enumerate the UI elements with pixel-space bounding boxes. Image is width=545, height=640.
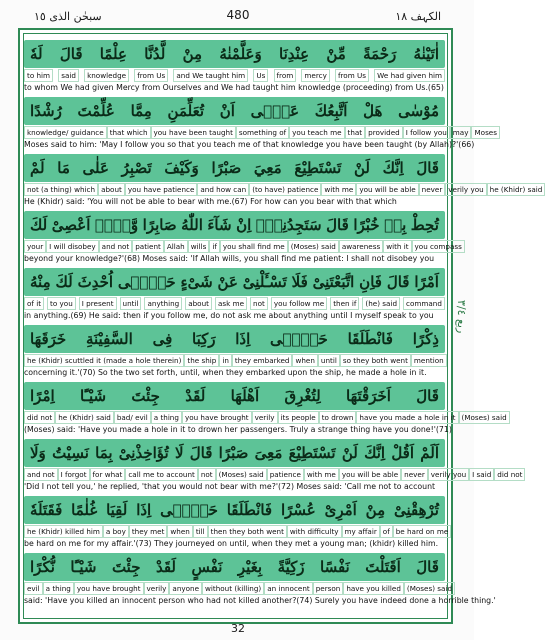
word-meaning: an innocent	[264, 582, 313, 595]
arabic-word: لَهٗ	[30, 45, 43, 63]
word-meaning: until	[120, 297, 142, 310]
word-meaning: you have patience	[125, 183, 198, 196]
word-meaning: (Moses) said	[459, 411, 510, 424]
arabic-word: لَنْ	[341, 444, 358, 462]
word-meaning: my affair	[342, 525, 380, 538]
arabic-word: تُرْهِقْنِیْ	[393, 501, 439, 519]
word-meaning: I said	[469, 468, 494, 481]
word-meaning: you compass	[412, 240, 465, 253]
arabic-word: بِغَیْرِ	[237, 558, 263, 576]
arabic-word: اِذَا	[235, 330, 251, 348]
arabic-word: مَعِیَ	[254, 444, 283, 462]
translation-line: concerning it.'(70) So the two set forth, until, when they embarked upon the ship, he made a hole in it.	[24, 368, 427, 377]
arabic-word: عِنْدِنَا	[279, 45, 310, 63]
word-meaning: may	[450, 126, 472, 139]
arabic-line	[24, 553, 445, 581]
arabic-word: صَبْرًا	[218, 444, 249, 462]
arabic-word: فَلَا	[291, 273, 308, 291]
arabic-word: لَقَدْ	[155, 558, 176, 576]
word-meaning: about	[98, 183, 125, 196]
word-meaning: to him	[24, 69, 53, 82]
juz-label: سبحٰن الذی ١٥	[34, 10, 102, 23]
word-meaning: mention	[411, 354, 447, 367]
word-meaning: until	[318, 354, 340, 367]
arabic-word: تُحِطْ	[410, 216, 439, 234]
arabic-word: اَهْلَهَا	[230, 387, 260, 405]
page-number-bottom: 32	[231, 622, 245, 635]
word-meaning: the ship	[184, 354, 219, 367]
word-meaning: your	[24, 240, 46, 253]
word-meaning: from	[274, 69, 297, 82]
arabic-line	[24, 325, 445, 353]
word-meaning: he (Khidr) said	[487, 183, 545, 196]
word-meaning: be hard on me	[393, 525, 452, 538]
arabic-word: اِذَا	[136, 501, 152, 519]
arabic-word: حَتّٰۤى	[160, 501, 218, 519]
arabic-word: قَالَ	[326, 216, 349, 234]
arabic-word: فِی	[152, 330, 173, 348]
arabic-word: رُشْدًا	[30, 102, 62, 120]
word-meaning: I forgot	[58, 468, 90, 481]
arabic-word: بِمَا	[95, 444, 113, 462]
word-meaning: person	[313, 582, 344, 595]
word-meaning: of	[380, 525, 393, 538]
word-meaning: that	[345, 126, 366, 139]
translation-line: said: 'Have you killed an innocent person who had not killed another?(74) Surely you have indeed done a horrible thing.'	[24, 596, 496, 605]
word-meaning: and how can	[197, 183, 249, 196]
word-meaning: its people	[278, 411, 319, 424]
word-meaning: you have been taught	[151, 126, 236, 139]
arabic-word: فَقَتَلَهٗ	[30, 501, 63, 519]
arabic-word: هَلْ	[363, 102, 383, 120]
arabic-word: اَخَرَقْتَهَا	[346, 387, 391, 405]
arabic-word: لِتُغْرِقَ	[284, 387, 321, 405]
arabic-word: وَلَا	[30, 444, 46, 462]
arabic-word: نَفْسٍ	[191, 558, 223, 576]
translation-line: to whom We had given Mercy from Ourselves and We had taught him knowledge (proceeding) from Us.(65)	[24, 83, 444, 92]
arabic-word: خَرَقَهَا	[30, 330, 67, 348]
arabic-word: زَكِیَّةً	[277, 558, 305, 576]
arabic-word: فَانْطَلَقَا	[347, 330, 393, 348]
word-meaning: then they both went	[208, 525, 287, 538]
arabic-word: تَسْتَطِیْعَ	[288, 444, 336, 462]
arabic-word: شَیْـًٔا	[70, 558, 97, 576]
word-meaning: then if	[330, 297, 359, 310]
word-meaning: patient	[132, 240, 164, 253]
arabic-word: ذِكْرًا	[412, 330, 439, 348]
arabic-word: اِنَّكَ	[382, 159, 404, 177]
arabic-word: اَقَتَلْتَ	[365, 558, 401, 576]
arabic-word: وَعَلَّمْنٰهُ	[219, 45, 262, 63]
word-meaning: you shall find me	[220, 240, 288, 253]
word-meaning: knowledge	[84, 69, 129, 82]
arabic-word: شَیْـًٔا	[79, 387, 107, 405]
word-by-word-line	[24, 582, 453, 595]
arabic-word: اَلَمْ	[420, 444, 439, 462]
word-meaning: bad/ evil	[114, 411, 151, 424]
arabic-word: اللّٰهُ	[181, 216, 203, 234]
arabic-word: تَسْـَٔلْنِیْ	[242, 273, 287, 291]
word-meaning: he (Khidr) killed him	[24, 525, 103, 538]
word-meaning: if	[209, 240, 220, 253]
arabic-line	[24, 40, 445, 68]
arabic-word: اٰتَیْنٰهُ	[413, 45, 439, 63]
arabic-word: شَیْءٍ	[180, 273, 213, 291]
arabic-word: اَمْرًا	[414, 273, 439, 291]
word-meaning: to you	[47, 297, 76, 310]
arabic-word: مَا	[57, 159, 70, 177]
word-meaning: (he) said	[362, 297, 400, 310]
word-meaning: anyone	[169, 582, 202, 595]
word-meaning: call me to account	[125, 468, 197, 481]
word-meaning: you have brought	[74, 582, 144, 595]
word-meaning: (Moses) said	[216, 468, 267, 481]
arabic-word: مِنْ	[365, 501, 386, 519]
word-meaning: knowledge/ guidance	[24, 126, 107, 139]
word-meaning: you have brought	[182, 411, 252, 424]
arabic-word: لَكَ	[30, 216, 48, 234]
translation-line: He (Khidr) said: 'You will not be able to bear with me.(67) For how can you bear with that which	[24, 197, 397, 206]
arabic-word: اِمْرًا	[30, 387, 55, 405]
arabic-word: اُحْدِثَ	[77, 273, 114, 291]
arabic-line	[24, 268, 445, 296]
arabic-word: حَتّٰۤى	[117, 273, 176, 291]
word-meaning: have you killed	[343, 582, 404, 595]
arabic-word: مِّنْ	[326, 45, 346, 63]
arabic-word: لَنْ	[353, 159, 370, 177]
arabic-word: تُعَلِّمَنِ	[167, 102, 204, 120]
word-meaning: verily you	[445, 183, 486, 196]
arabic-word: عُسْرًا	[280, 501, 316, 519]
word-meaning: did not	[494, 468, 525, 481]
word-meaning: a thing	[151, 411, 182, 424]
arabic-word: اَتَّبِعُكَ	[314, 102, 348, 120]
arabic-word: مَعِيَ	[253, 159, 282, 177]
word-meaning: Allah	[164, 240, 188, 253]
word-meaning: anything	[144, 297, 182, 310]
word-meaning: verily	[144, 582, 170, 595]
arabic-word: صَبْرًا	[211, 159, 242, 177]
word-meaning: you will be able	[356, 183, 418, 196]
arabic-word: وَكَيْفَ	[164, 159, 199, 177]
word-meaning: to drown	[319, 411, 357, 424]
word-meaning: and not	[99, 240, 133, 253]
word-meaning: without (killing)	[202, 582, 264, 595]
word-by-word-line	[24, 525, 449, 538]
word-meaning: with it	[383, 240, 411, 253]
arabic-word: عِلْمًا	[99, 45, 127, 63]
arabic-word: صَابِرًا	[142, 216, 177, 234]
word-meaning: in	[219, 354, 232, 367]
word-meaning: Moses	[471, 126, 500, 139]
word-meaning: We had given him	[374, 69, 445, 82]
word-meaning: patience	[267, 468, 304, 481]
arabic-word: سَتَجِدُنِیْۤ	[255, 216, 322, 234]
word-meaning: I will disobey	[46, 240, 99, 253]
word-meaning: (Moses) said	[404, 582, 455, 595]
arabic-word: قَالَ	[386, 273, 410, 291]
word-by-word-line	[24, 411, 507, 424]
word-by-word-line	[24, 468, 523, 481]
word-meaning: a boy	[103, 525, 129, 538]
arabic-word: لَقَدْ	[185, 387, 206, 405]
word-meaning: not	[250, 297, 268, 310]
word-meaning: evil	[24, 582, 43, 595]
arabic-word: غُلٰمًا	[71, 501, 98, 519]
arabic-word: لَكَ	[55, 273, 73, 291]
arabic-line	[24, 211, 445, 239]
arabic-word: شَآءَ	[207, 216, 232, 234]
arabic-word: بِهٖ	[384, 216, 407, 234]
word-meaning: Us	[253, 69, 268, 82]
word-meaning: not	[198, 468, 216, 481]
arabic-word: حَتّٰۤى	[270, 330, 328, 348]
word-meaning: (to have) patience	[249, 183, 321, 196]
arabic-word: قَالَ	[416, 159, 439, 177]
word-meaning: you will be able	[339, 468, 401, 481]
word-by-word-line	[24, 297, 445, 310]
arabic-word: جِئْتَ	[131, 387, 160, 405]
arabic-word: عُلِّمْتَ	[77, 102, 115, 120]
word-meaning: I follow you	[403, 126, 450, 139]
arabic-word: قَالَ	[59, 45, 83, 63]
arabic-word: قَالَ	[416, 558, 439, 576]
arabic-word: لَّدُنَّا	[144, 45, 166, 63]
word-meaning: something of	[236, 126, 289, 139]
arabic-word: نُّكْرًا	[30, 558, 55, 576]
word-meaning: verily	[252, 411, 278, 424]
word-meaning: awareness	[339, 240, 383, 253]
word-meaning: never	[419, 183, 446, 196]
arabic-word: وَّلَاۤ	[94, 216, 139, 234]
word-meaning: wills	[188, 240, 210, 253]
arabic-word: تَصْبِرُ	[121, 159, 152, 177]
arabic-word: اَعْصِیْ	[51, 216, 91, 234]
translation-line: beyond your knowledge?'(68) Moses said: 'If Allah wills, you shall find me patient: I shall not disobey you	[24, 254, 435, 263]
word-meaning: from Us	[134, 69, 168, 82]
arabic-word: عَلٰى	[82, 159, 109, 177]
word-meaning: you teach me	[289, 126, 344, 139]
page-header	[18, 8, 453, 26]
word-meaning: of it	[24, 297, 44, 310]
word-meaning: with difficulty	[287, 525, 342, 538]
arabic-word: خُبْرًا	[353, 216, 380, 234]
arabic-word: نَفْسًا	[320, 558, 350, 576]
arabic-line	[24, 496, 445, 524]
arabic-word: لَمْ	[30, 159, 45, 177]
word-meaning: he (Khidr) said	[55, 411, 114, 424]
arabic-word: فَانْطَلَقَا	[226, 501, 273, 519]
arabic-word: اَمْرِیْ	[324, 501, 357, 519]
arabic-word: مُوْسٰى	[398, 102, 439, 120]
word-meaning: you follow me	[271, 297, 327, 310]
word-meaning: he (Khidr) scuttled it (made a hole therein)	[24, 354, 184, 367]
arabic-word: مِنْهُ	[30, 273, 51, 291]
arabic-word: لَا	[174, 444, 184, 462]
page-number-top: 480	[226, 8, 250, 22]
word-meaning: (Moses) said	[288, 240, 339, 253]
word-meaning: did not	[24, 411, 55, 424]
word-meaning: they embarked	[232, 354, 293, 367]
translation-line: (Moses) said: 'Have you made a hole in it to drown her passengers. Truly a strange thing have you done!'(71)	[24, 425, 452, 434]
word-meaning: have you made a hole in it	[356, 411, 458, 424]
arabic-word: اَنْ	[219, 102, 235, 120]
word-meaning: not (a thing) which	[24, 183, 98, 196]
arabic-word: لَقِیَا	[106, 501, 128, 519]
arabic-word: اِنْ	[236, 216, 252, 234]
word-meaning: with me	[321, 183, 356, 196]
word-meaning: when	[292, 354, 317, 367]
word-meaning: from Us	[335, 69, 369, 82]
word-by-word-line	[24, 240, 462, 253]
arabic-word: رَحْمَةً	[363, 45, 397, 63]
arabic-word: تُؤَاخِذْنِیْ	[118, 444, 169, 462]
arabic-line	[24, 439, 445, 467]
arabic-word: جِئْتَ	[111, 558, 141, 576]
word-meaning: never	[401, 468, 428, 481]
word-by-word-line	[24, 126, 497, 139]
word-by-word-line	[24, 354, 445, 367]
translation-line: 'Did I not tell you,' he replied, 'that you would not bear with me?'(72) Moses said: 'Call me not to account	[24, 482, 436, 491]
word-meaning: with me	[304, 468, 339, 481]
arabic-word: فَاِنِ	[359, 273, 382, 291]
translation-line: in anything.(69) He said: then if you follow me, do not ask me about anything until I myself speak to you	[24, 311, 434, 320]
arabic-word: اتَّبَعْتَنِیْ	[312, 273, 355, 291]
arabic-word: قَالَ	[416, 387, 439, 405]
word-meaning: so they both went	[340, 354, 411, 367]
word-meaning: and We taught him	[173, 69, 248, 82]
word-meaning: that which	[107, 126, 151, 139]
word-meaning: a thing	[43, 582, 74, 595]
word-meaning: they met	[129, 525, 168, 538]
arabic-word: نَسِیْتُ	[52, 444, 89, 462]
arabic-word: اَقُلْ	[391, 444, 415, 462]
word-meaning: and not	[24, 468, 58, 481]
word-by-word-line	[24, 183, 543, 196]
arabic-word: قَالَ	[189, 444, 213, 462]
arabic-line	[24, 154, 445, 182]
word-meaning: provided	[365, 126, 403, 139]
arabic-word: مِنْ	[182, 45, 203, 63]
arabic-word: مِمَّا	[130, 102, 152, 120]
word-meaning: ask me	[215, 297, 247, 310]
word-meaning: mercy	[301, 69, 329, 82]
arabic-line	[24, 382, 445, 410]
arabic-line	[24, 97, 445, 125]
arabic-word: اِنَّكَ	[364, 444, 386, 462]
arabic-word: عَنْ	[217, 273, 238, 291]
arabic-word: تَسْتَطِيْعَ	[294, 159, 342, 177]
word-meaning: verily you	[428, 468, 469, 481]
arabic-word: السَّفِیْنَةِ	[85, 330, 133, 348]
word-meaning: said	[58, 69, 79, 82]
translation-line: be hard on me for my affair.'(73) They journeyed on until, when they met a young man; (khidr) killed him.	[24, 539, 439, 548]
arabic-word: عَلٰۤى	[250, 102, 300, 120]
word-meaning: I present	[79, 297, 117, 310]
surah-label: الکہف ١٨	[395, 10, 441, 23]
word-meaning: when	[167, 525, 192, 538]
word-by-word-line	[24, 69, 445, 82]
translation-line: Moses said to him: 'May I follow you so that you teach me of that knowledge you have been taught (by Allah)?'(66)	[24, 140, 475, 149]
word-meaning: for what	[90, 468, 126, 481]
arabic-word: رَكِبَا	[192, 330, 216, 348]
ruku-marker: ربع ٣/٤	[455, 300, 468, 334]
word-meaning: about	[185, 297, 212, 310]
word-meaning: till	[193, 525, 208, 538]
word-meaning: command	[403, 297, 445, 310]
